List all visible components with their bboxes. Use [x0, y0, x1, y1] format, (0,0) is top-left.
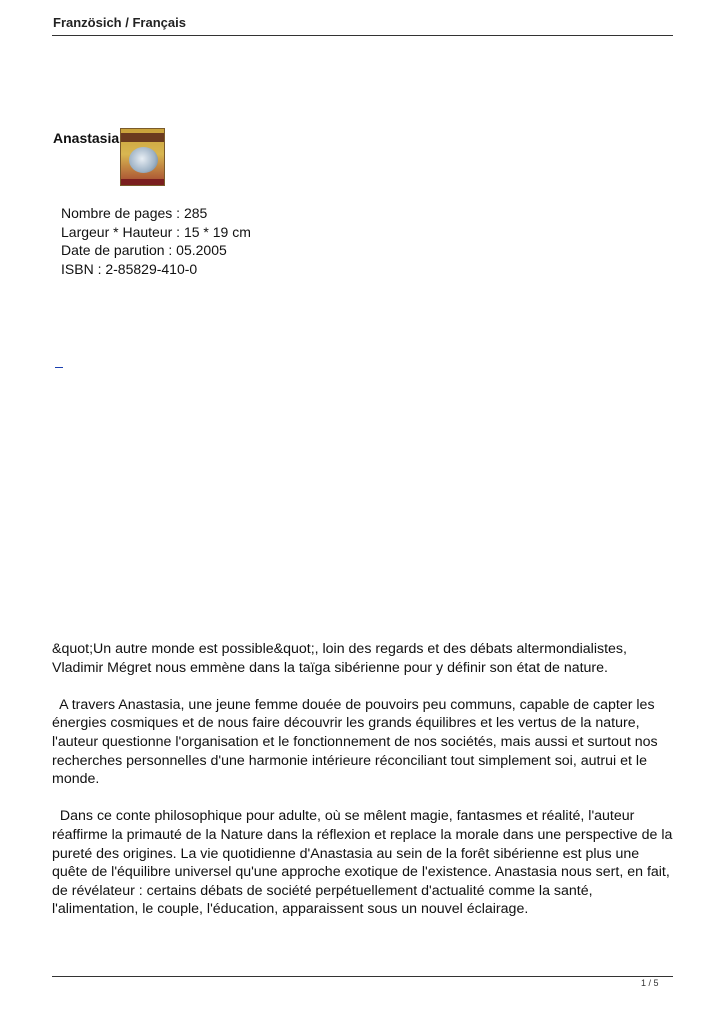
book-pages: Nombre de pages : 285 — [61, 205, 208, 221]
description-paragraph: &quot;Un autre monde est possible&quot;, loin des regards et des débats altermondialistes, Vladimir Mégret nous emmène dans la taïga sibérienne pour y définir son état de nature. — [52, 641, 627, 676]
book-isbn: ISBN : 2-85829-410-0 — [61, 260, 198, 277]
empty-link[interactable] — [55, 357, 63, 368]
footer-divider — [52, 976, 673, 977]
description-paragraph: A travers Anastasia, une jeune femme douée de pouvoirs peu communs, capable de capter les énergies cosmiques et de nous faire découvrir les grands équilibres et les vertus de la nature, l'auteur questionne l'organisation et le fonctionnement de nos sociétés, mais aussi et surtout nos recherches personnelles d'une harmonie intérieure réconciliant tout simplement soi, autrui et le monde. — [52, 696, 658, 788]
book-publication-date: Date de parution : 05.2005 — [61, 242, 227, 258]
book-details — [61, 204, 251, 278]
book-cover-image[interactable] — [120, 128, 165, 186]
cover-illustration — [129, 147, 158, 173]
header-divider — [52, 35, 673, 36]
description-paragraph: Dans ce conte philosophique pour adulte, où se mêlent magie, fantasmes et réalité, l'auteur réaffirme la primauté de la Nature dans la réflexion et replace la morale dans une perspective de la pureté des origines. La vie quotidienne d'Anastasia au sein de la forêt sibérienne est plus une quête de l'équilibre universel qu'une approche exotique de l'existence. Anastasia nous sert, en fait, de révélateur : certains débats de société perpétuellement d'actualité comme la santé, l'alimentation, le couple, l'éducation, apparaissent sous un nouvel éclairage. — [52, 808, 673, 918]
book-dimensions: Largeur * Hauteur : 15 * 19 cm — [61, 223, 251, 240]
cover-footer-band — [121, 179, 164, 185]
cover-band — [121, 133, 164, 142]
book-description — [52, 640, 677, 938]
page-number: 1 / 5 — [641, 978, 659, 988]
book-title: Anastasia — [53, 130, 120, 146]
document-header-title: Französich / Français — [53, 15, 186, 30]
